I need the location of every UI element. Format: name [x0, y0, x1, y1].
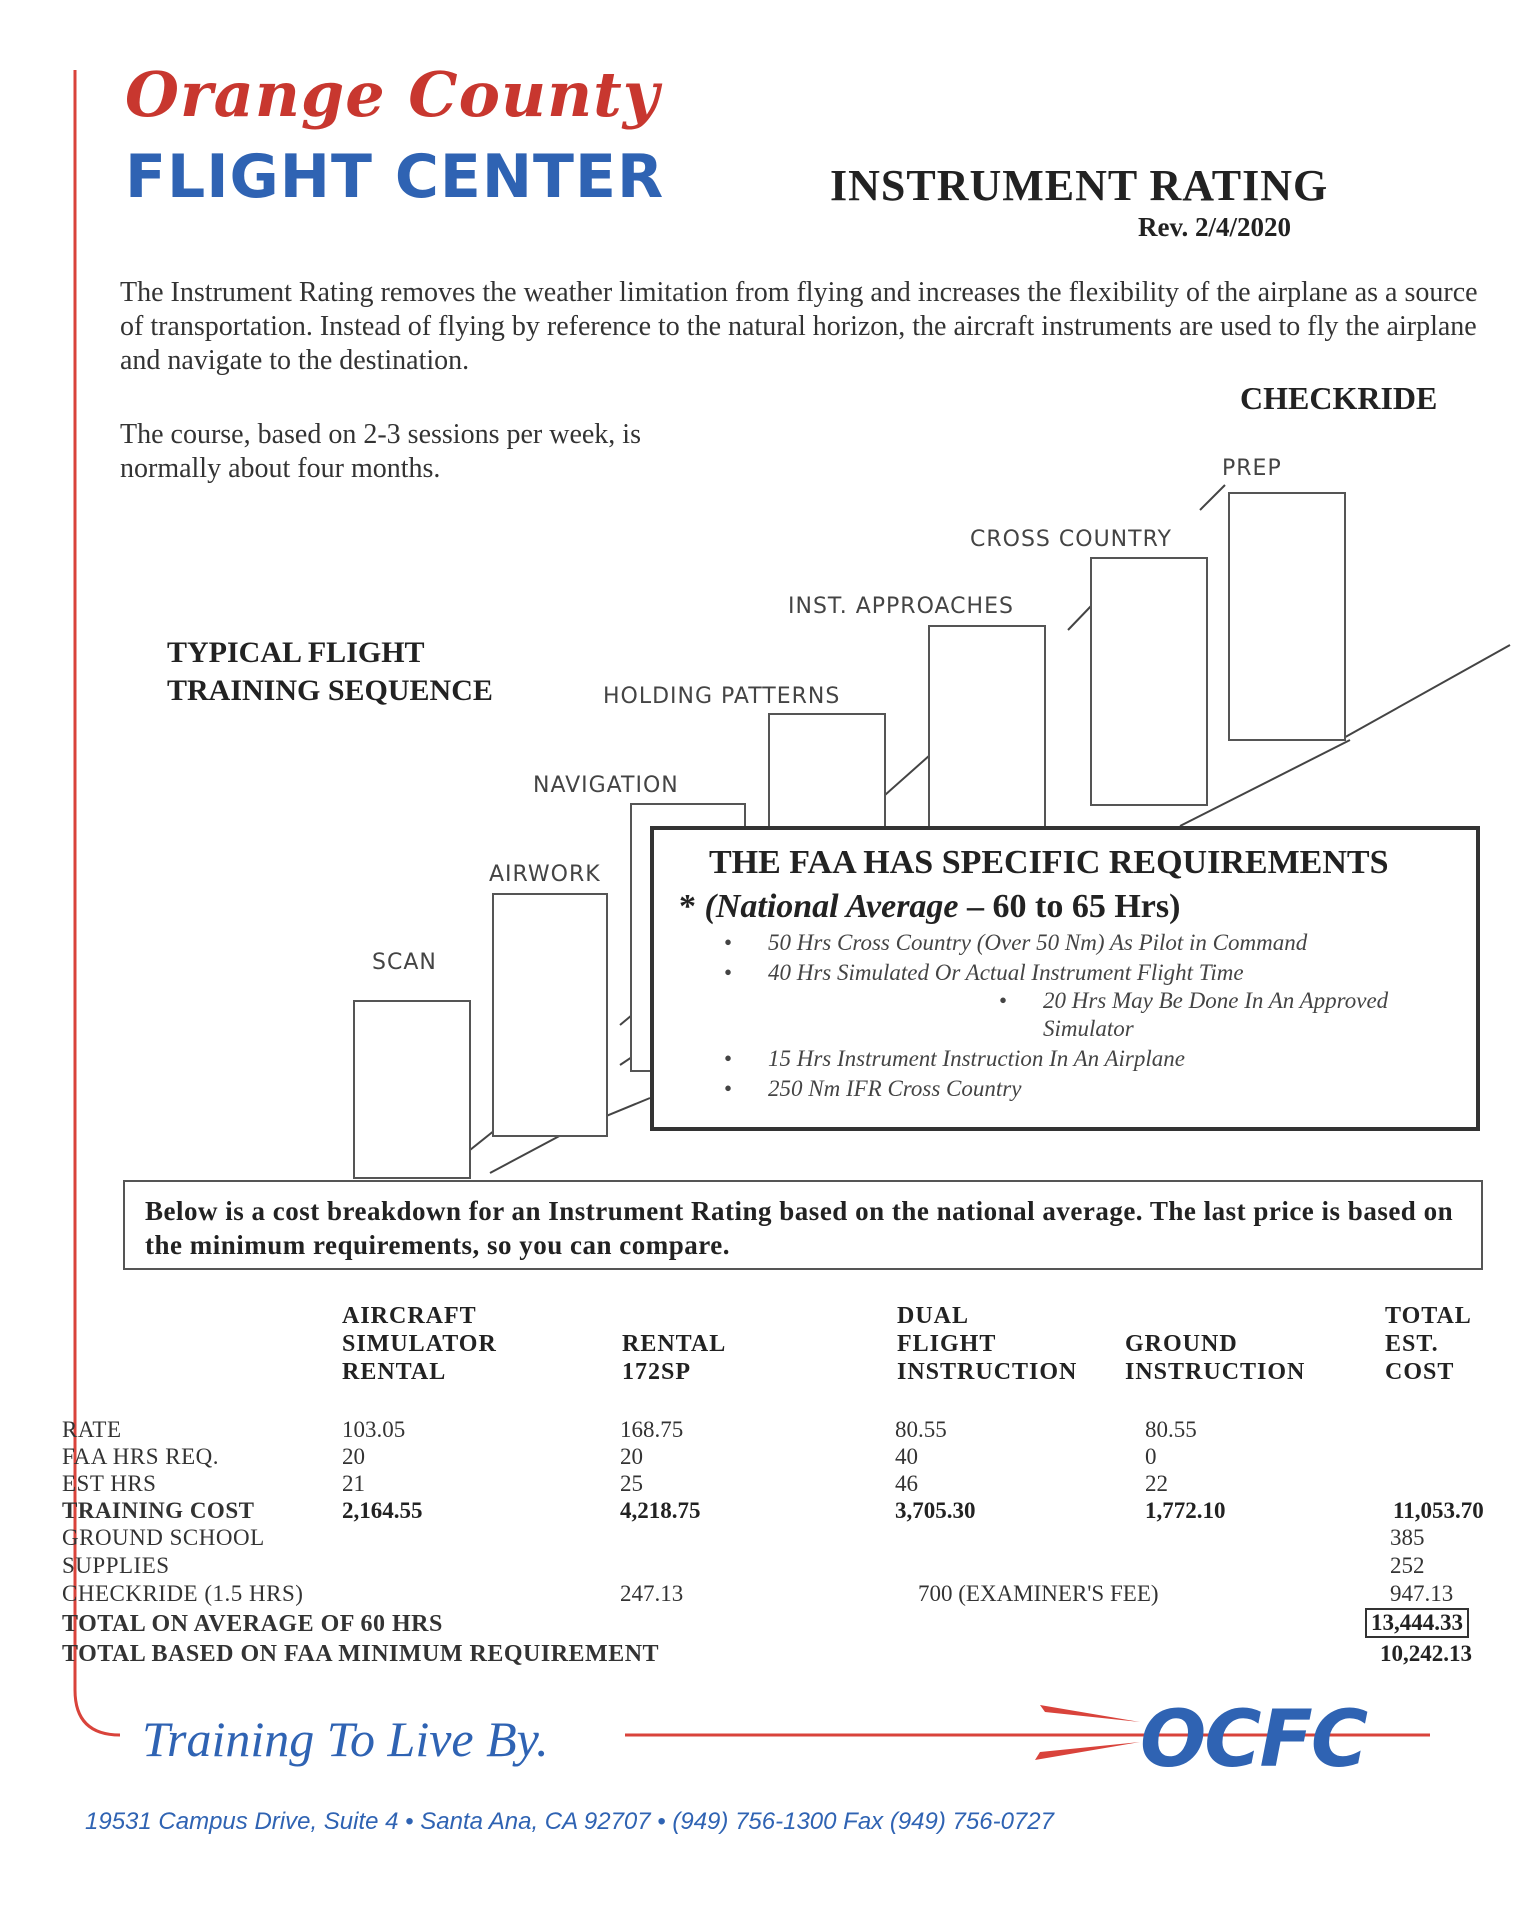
training-cost-total: 11,053.70	[1393, 1498, 1484, 1523]
intro-paragraph: The Instrument Rating removes the weather limitation from flying and increases the flexibility of the airplane as a source of transportation. Instead of flying by reference to the natural horizon, the aircraft instruments are used to fly the airplane and navigate to the destination.	[120, 277, 1478, 376]
training-cost-simulator: 2,164.55	[342, 1498, 423, 1523]
header-line: DUAL	[897, 1303, 970, 1329]
faa-hrs-rental: 20	[620, 1444, 643, 1469]
course-duration: The course, based on 2-3 sessions per week, is normally about four months.	[120, 419, 641, 484]
row-label-est-hrs: EST HRS	[62, 1471, 157, 1496]
header-line: COST	[1385, 1359, 1455, 1385]
step-label-prep: PREP	[1222, 456, 1282, 481]
faa-requirements-box	[650, 826, 1480, 1131]
faa-requirement-text: 50 Hrs Cross Country (Over 50 Nm) As Pilot in Command	[768, 930, 1308, 955]
training-cost-ground: 1,772.10	[1145, 1498, 1226, 1523]
document-title: INSTRUMENT RATING	[830, 161, 1329, 210]
row-label-training-cost: TRAINING COST	[62, 1498, 255, 1523]
header-ground-instruction	[1125, 1330, 1305, 1386]
step-label-holding-patterns: HOLDING PATTERNS	[603, 684, 841, 709]
est-hrs-ground: 22	[1145, 1471, 1168, 1496]
header-total-est-cost	[1385, 1302, 1472, 1386]
est-hrs-dual: 46	[895, 1471, 918, 1496]
est-hrs-simulator: 21	[342, 1471, 365, 1496]
step-box-scan	[353, 1000, 471, 1179]
training-cost-rental: 4,218.75	[620, 1498, 701, 1523]
faa-requirement	[724, 930, 1307, 956]
faa-subtitle	[679, 888, 1180, 926]
step-box-inst-approaches	[928, 625, 1046, 834]
faa-requirement-text: 20 Hrs May Be Done In An Approved	[1043, 988, 1389, 1013]
est-hrs-rental: 25	[620, 1471, 643, 1496]
brand-name-top: Orange County	[125, 58, 660, 131]
bullet-icon: •	[724, 930, 733, 955]
step-label-navigation: NAVIGATION	[533, 773, 679, 798]
step-label-airwork: AIRWORK	[489, 862, 601, 887]
step-box-prep	[1228, 492, 1346, 741]
faa-requirement-text: 15 Hrs Instrument Instruction In An Airplane	[768, 1046, 1185, 1071]
step-box-airwork	[492, 893, 608, 1137]
header-line: RENTAL	[342, 1359, 447, 1385]
bullet-icon: •	[724, 960, 733, 985]
row-label-ground-school: GROUND SCHOOL	[62, 1525, 265, 1550]
checkride-total: 947.13	[1390, 1581, 1454, 1606]
step-box-holding-patterns	[768, 713, 886, 837]
faa-subtitle-rest: – 60 to 65 Hrs)	[958, 888, 1181, 925]
step-label-scan: SCAN	[372, 950, 437, 975]
header-rental-172sp	[622, 1330, 726, 1386]
header-line: FLIGHT	[897, 1331, 997, 1357]
training-cost-dual: 3,705.30	[895, 1498, 976, 1523]
checkride-examiner-fee: 700 (EXAMINER'S FEE)	[918, 1581, 1159, 1606]
header-line: INSTRUCTION	[897, 1359, 1078, 1385]
step-label-inst-approaches: INST. APPROACHES	[788, 594, 1014, 619]
faa-requirement	[724, 1076, 1021, 1102]
header-line: AIRCRAFT	[342, 1303, 477, 1329]
revision-date: Rev. 2/4/2020	[1138, 212, 1291, 242]
faa-requirement-text: 40 Hrs Simulated Or Actual Instrument Flight Time	[768, 960, 1244, 985]
rate-dual: 80.55	[895, 1417, 947, 1442]
header-line: GROUND	[1125, 1331, 1238, 1357]
bullet-icon: •	[724, 1076, 733, 1101]
faa-requirement	[724, 960, 1244, 986]
total-minimum-value: 10,242.13	[1380, 1641, 1472, 1666]
faa-hrs-simulator: 20	[342, 1444, 365, 1469]
cost-breakdown-note: Below is a cost breakdown for an Instrument Rating based on the national average. The last price is based on the minimum requirements, so you can compare.	[123, 1180, 1483, 1270]
header-line: INSTRUCTION	[1125, 1359, 1306, 1385]
rate-ground: 80.55	[1145, 1417, 1197, 1442]
faa-hrs-ground: 0	[1145, 1444, 1157, 1469]
faa-hrs-dual: 40	[895, 1444, 918, 1469]
rate-simulator: 103.05	[342, 1417, 406, 1442]
faa-requirement	[724, 1046, 1185, 1072]
header-aircraft-simulator-rental	[342, 1302, 497, 1386]
faa-subtitle-italic: (National Average	[704, 888, 959, 925]
faa-asterisk: *	[679, 888, 696, 925]
address-line: 19531 Campus Drive, Suite 4 • Santa Ana, CA 92707 • (949) 756-1300 Fax (949) 756-0727	[85, 1808, 1054, 1835]
row-label-faa-hrs: FAA HRS REQ.	[62, 1444, 220, 1469]
row-label-rate: RATE	[62, 1417, 122, 1442]
faa-requirement	[999, 988, 1388, 1014]
checkride-rental: 247.13	[620, 1581, 684, 1606]
faa-requirement-text: 250 Nm IFR Cross Country	[768, 1076, 1022, 1101]
ground-school-total: 385	[1390, 1525, 1425, 1550]
tagline: Training To Live By.	[142, 1711, 549, 1767]
row-label-supplies: SUPPLIES	[62, 1553, 170, 1578]
sequence-title: TYPICAL FLIGHT TRAINING SEQUENCE	[167, 636, 493, 707]
faa-title: THE FAA HAS SPECIFIC REQUIREMENTS	[709, 844, 1389, 881]
header-line: TOTAL	[1385, 1303, 1472, 1329]
header-line: 172SP	[622, 1359, 692, 1385]
faa-requirement-continued: Simulator	[1043, 1016, 1134, 1041]
step-label-cross-country: CROSS COUNTRY	[970, 527, 1172, 552]
row-label-total-average: TOTAL ON AVERAGE OF 60 HRS	[62, 1611, 443, 1637]
header-line: EST.	[1385, 1331, 1439, 1357]
rate-rental: 168.75	[620, 1417, 684, 1442]
bullet-icon: •	[999, 988, 1008, 1013]
row-label-checkride: CHECKRIDE (1.5 HRS)	[62, 1581, 304, 1606]
ocfc-logo: OCFC	[1140, 1695, 1367, 1785]
supplies-total: 252	[1390, 1553, 1425, 1578]
header-line: RENTAL	[622, 1331, 727, 1357]
brand-name-bottom: FLIGHT CENTER	[125, 142, 665, 212]
header-dual-flight-instruction	[897, 1302, 1077, 1386]
header-line: SIMULATOR	[342, 1331, 497, 1357]
total-average-value: 13,444.33	[1365, 1608, 1469, 1638]
bullet-icon: •	[724, 1046, 733, 1071]
row-label-total-minimum: TOTAL BASED ON FAA MINIMUM REQUIREMENT	[62, 1641, 660, 1667]
checkride-heading: CHECKRIDE	[1240, 380, 1438, 416]
step-box-cross-country	[1090, 557, 1208, 806]
